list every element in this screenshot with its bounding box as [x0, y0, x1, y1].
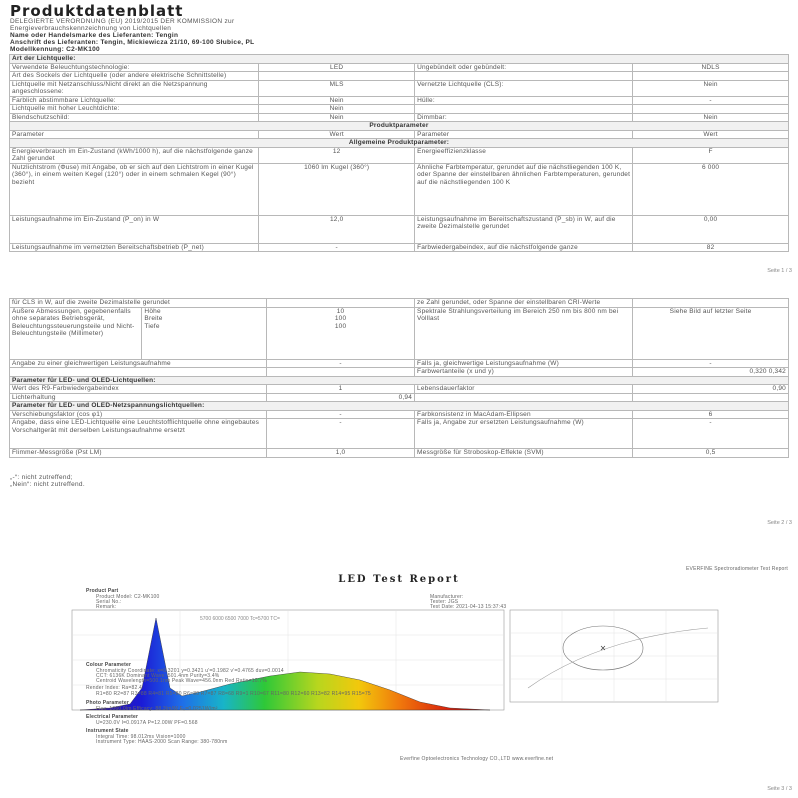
cell-label: Nutzlichtstrom (Φuse) mit Angabe, ob er sich auf den Lichtstrom in einer Kugel (360°), in einem weiten Kegel (120°) oder in einem schmalen Kegel (90°) bezieht: [10, 163, 259, 215]
table-row: [10, 368, 789, 377]
cell-value: [267, 299, 415, 308]
cell-label: Verschiebungsfaktor (cos φ1): [10, 410, 267, 419]
table-row: [10, 385, 789, 394]
product-line-2: Serial No.:: [96, 599, 122, 605]
dim-width-label: Breite: [144, 315, 163, 322]
colour-line-2: CCT: 6136K Dominant Wave: 501.4nm Purity=3.4%: [96, 673, 220, 679]
render-index: Render Index: Ra=82.4: [86, 685, 143, 691]
cell-label: Hülle:: [415, 96, 633, 105]
page-number: Seite 3 / 3: [767, 786, 792, 792]
cell-value: Nein: [633, 113, 789, 122]
dimension-values: [267, 307, 415, 359]
manufacturer-line-2: Tester: JGS: [430, 599, 459, 605]
cell-value: [259, 72, 415, 81]
table-row: [10, 393, 789, 402]
column-header: Parameter: [10, 130, 259, 139]
table-row: [10, 299, 789, 308]
cell-value: Siehe Bild auf letzter Seite: [633, 307, 789, 359]
product-line-1: Product Model: C2-MK100: [96, 594, 160, 600]
cell-value: 82: [633, 243, 789, 252]
cell-value: 1060 lm Kugel (360°): [259, 163, 415, 215]
report-title: LED Test Report: [338, 574, 460, 585]
render-values: R1=80 R2=87 R3=88 R4=81 R5=80 R6=80 R7=87 R8=68 R9=1 R10=67 R11=80 R12=60 R13=82 R14=95 R15=75: [96, 691, 371, 697]
table-row: [10, 449, 789, 458]
cell-value: -: [267, 419, 415, 449]
section-heading: Parameter für LED- und OLED-Netzspannungslichtquellen:: [10, 402, 789, 411]
cell-value: [267, 368, 415, 377]
cell-value: [633, 299, 789, 308]
cell-value: -: [633, 419, 789, 449]
cell-value: 0,90: [633, 385, 789, 394]
dimension-names: [142, 307, 267, 359]
cell-label: für CLS in W, auf die zweite Dezimalstelle gerundet: [10, 299, 267, 308]
table-row: [10, 72, 789, 81]
cell-label: Energieverbrauch im Ein-Zustand (kWh/1000 h), auf die nächstfolgende ganze Zahl gerundet: [10, 147, 259, 163]
cell-value: -: [267, 410, 415, 419]
header-line-2: Energieverbrauchskennzeichnung von Lichtquellen: [10, 25, 172, 32]
cell-value: 12,0: [259, 215, 415, 243]
report-footer: Everfine Optoelectronics Technology CO.,LTD www.everfine.net: [400, 756, 554, 762]
electrical-parameter-heading: Electrical Parameter: [86, 714, 139, 720]
light-source-table: [9, 54, 789, 252]
cell-label: Angabe, dass eine LED-Lichtquelle eine Leuchtstofflichtquelle ohne eingebautes Vorschaltgerät mit derselben Leistungsaufnahme ersetzt: [10, 419, 267, 449]
cell-value: 0,94: [267, 393, 415, 402]
cell-label: Vernetzte Lichtquelle (CLS):: [415, 80, 633, 96]
cell-label: Blendschutzschild:: [10, 113, 259, 122]
report-header-right: EVERFINE Spectroradiometer Test Report: [686, 566, 788, 572]
dim-depth-value: 100: [334, 322, 347, 330]
cell-value: Nein: [259, 105, 415, 114]
table-row: [10, 215, 789, 243]
cell-value: [633, 105, 789, 114]
cell-label: Farbwertanteile (x und y): [415, 368, 633, 377]
table-row: [10, 113, 789, 122]
cell-label: Falls ja, Angabe zur ersetzten Leistungsaufnahme (W): [415, 419, 633, 449]
table-row: [10, 80, 789, 96]
cell-value: NDLS: [633, 63, 789, 72]
cell-value: Nein: [259, 113, 415, 122]
cell-label: Messgröße für Stroboskop-Effekte (SVM): [415, 449, 633, 458]
cell-value: LED: [259, 63, 415, 72]
cell-label: Wert des R9-Farbwiedergabeindex: [10, 385, 267, 394]
table-row: [10, 105, 789, 114]
table-row: [10, 359, 789, 368]
dim-height-value: 10: [336, 307, 345, 315]
spectrum-chart: [70, 608, 506, 718]
cell-label: Leistungsaufnahme im Ein-Zustand (P_on) in W: [10, 215, 259, 243]
cell-label: Spektrale Strahlungsverteilung im Bereich 250 nm bis 800 nm bei Volllast: [415, 307, 633, 359]
footnote-1: „-“: nicht zutreffend;: [10, 474, 73, 481]
column-header: Wert: [633, 130, 789, 139]
table-row: [10, 243, 789, 252]
cell-label: Farbkonsistenz in MacAdam-Ellipsen: [415, 410, 633, 419]
cie-diagram: [508, 608, 720, 704]
colour-line-3: Centroid Wavelength=500.1nm Peak Wave=456.0nm Red Ratio=10.7%: [96, 678, 267, 684]
electrical-line-1: U=230.0V I=0.0917A P=12.00W PF=0.568: [96, 720, 198, 726]
product-line-3: Remark:: [96, 604, 117, 610]
cell-value: 0,320 0,342: [633, 368, 789, 377]
cell-value: -: [633, 359, 789, 368]
dim-width-value: 100: [334, 315, 347, 322]
product-part-heading: Product Part: [86, 588, 119, 594]
table-row: [10, 96, 789, 105]
cell-value: Nein: [633, 80, 789, 96]
table-row: [10, 147, 789, 163]
cell-value: -: [633, 96, 789, 105]
table-header-row: [10, 130, 789, 139]
cell-value: -: [259, 243, 415, 252]
spectrum-note: 5700 6000 6500 7000 Tc=5700 TC=: [200, 616, 280, 622]
manufacturer-line-3: Test Date: 2021-04-13 15:37:43: [430, 604, 507, 610]
dim-height-label: Höhe: [144, 307, 161, 315]
page-number: Seite 2 / 3: [767, 520, 792, 526]
table-row: [10, 307, 789, 359]
page-3: [0, 560, 798, 798]
cell-label: ze Zahl gerundet, oder Spanne der einstellbaren CRI-Werte: [415, 299, 633, 308]
column-header: Parameter: [415, 130, 633, 139]
cell-value: F: [633, 147, 789, 163]
page-number: Seite 1 / 3: [767, 268, 792, 274]
instrument-state-heading: Instrument State: [86, 728, 129, 734]
supplier-address: Anschrift des Lieferanten: Tengin, Mickiewicza 21/10, 69-100 Słubice, PL: [10, 39, 255, 46]
table-row: [10, 63, 789, 72]
cell-label: Dimmbar:: [415, 113, 633, 122]
cell-value: 12: [259, 147, 415, 163]
cell-label: [415, 72, 633, 81]
manufacturer-line-1: Manufacturer:: [430, 594, 464, 600]
cell-value: -: [267, 359, 415, 368]
cell-value: 1,0: [267, 449, 415, 458]
cell-label: Lebensdauerfaktor: [415, 385, 633, 394]
dimensions-label: Äußere Abmessungen, gegebenenfalls ohne separates Betriebsgerät, Beleuchtungssteuerungsteile und Nicht-Beleuchtungsteile (Millimeter): [10, 307, 142, 359]
cell-label: Falls ja, gleichwertige Leistungsaufnahme (W): [415, 359, 633, 368]
cell-label: Lichterhaltung: [10, 393, 267, 402]
section-heading: Allgemeine Produktparameter:: [10, 139, 789, 148]
cell-label: Ähnliche Farbtemperatur, gerundet auf die nächstliegenden 100 K, oder Spanne der einstellbaren ähnlichen Farbtemperaturen, gerundet auf die nächstliegenden 100 K: [415, 163, 633, 215]
colour-line-1: Chromaticity Coordinate: x=0.3201 y=0.3421 u'=0.1982 v'=0.4765 duv=0.0014: [96, 668, 284, 674]
section-heading: Art der Lichtquelle:: [10, 55, 789, 64]
cell-value: 6: [633, 410, 789, 419]
section-heading: Produktparameter: [10, 122, 789, 131]
cell-label: Farbwiedergabeindex, auf die nächstfolgende ganze: [415, 243, 633, 252]
table-row: [10, 163, 789, 215]
photo-line-1: Flux: 1060.0lm Efficacy: 88.3lm/W Eₑ=0.0251W/m²: [96, 706, 218, 712]
cell-value: [633, 393, 789, 402]
cell-label: Verwendete Beleuchtungstechnologie:: [10, 63, 259, 72]
table-row: [10, 410, 789, 419]
cell-value: 0,5: [633, 449, 789, 458]
cell-label: Leistungsaufnahme im Bereitschaftszustand (P_sb) in W, auf die zweite Dezimalstelle gerundet: [415, 215, 633, 243]
cell-label: Lichtquelle mit hoher Leuchtdichte:: [10, 105, 259, 114]
cell-label: Leistungsaufnahme im vernetzten Bereitschaftsbetrieb (P_net): [10, 243, 259, 252]
cell-label: Lichtquelle mit Netzanschluss/Nicht direkt an die Netzspannung angeschlossene:: [10, 80, 259, 96]
cell-label: [415, 105, 633, 114]
model-id: Modellkennung: C2-MK100: [10, 46, 100, 53]
cell-label: Farblich abstimmbare Lichtquelle:: [10, 96, 259, 105]
page-2: [0, 298, 798, 528]
cell-label: [10, 368, 267, 377]
dimensions-table: [9, 298, 789, 458]
dim-depth-label: Tiefe: [144, 322, 160, 330]
footnote-2: „Nein“: nicht zutreffend.: [10, 481, 85, 488]
header-line-1: DELEGIERTE VERORDNUNG (EU) 2019/2015 DER KOMMISSION zur: [10, 18, 235, 25]
cell-label: Energieeffizienzklasse: [415, 147, 633, 163]
colour-parameter-heading: Colour Parameter: [86, 662, 132, 668]
page-1: [0, 0, 798, 280]
cell-value: Nein: [259, 96, 415, 105]
cell-value: [633, 72, 789, 81]
cell-label: Flimmer-Messgröße (Pst LM): [10, 449, 267, 458]
cell-value: 6 000: [633, 163, 789, 215]
instrument-line-2: Instrument Type: HAAS-2000 Scan Range: 380-780nm: [96, 739, 228, 745]
column-header: Wert: [259, 130, 415, 139]
cell-value: 0,00: [633, 215, 789, 243]
instrument-line-1: Integral Time: 98.012ms Vision=1000: [96, 734, 186, 740]
section-heading: Parameter für LED- und OLED-Lichtquellen:: [10, 376, 789, 385]
page-title: Produktdatenblatt: [10, 2, 184, 20]
cell-value: 1: [267, 385, 415, 394]
photo-parameter-heading: Photo Parameter: [86, 700, 130, 706]
cell-value: MLS: [259, 80, 415, 96]
cell-label: Ungebündelt oder gebündelt:: [415, 63, 633, 72]
supplier-name: Name oder Handelsmarke des Lieferanten: Tengin: [10, 32, 179, 39]
table-row: [10, 419, 789, 449]
cell-label: Angabe zu einer gleichwertigen Leistungsaufnahme: [10, 359, 267, 368]
cell-label: Art des Sockels der Lichtquelle (oder andere elektrische Schnittstelle): [10, 72, 259, 81]
cell-label: [415, 393, 633, 402]
